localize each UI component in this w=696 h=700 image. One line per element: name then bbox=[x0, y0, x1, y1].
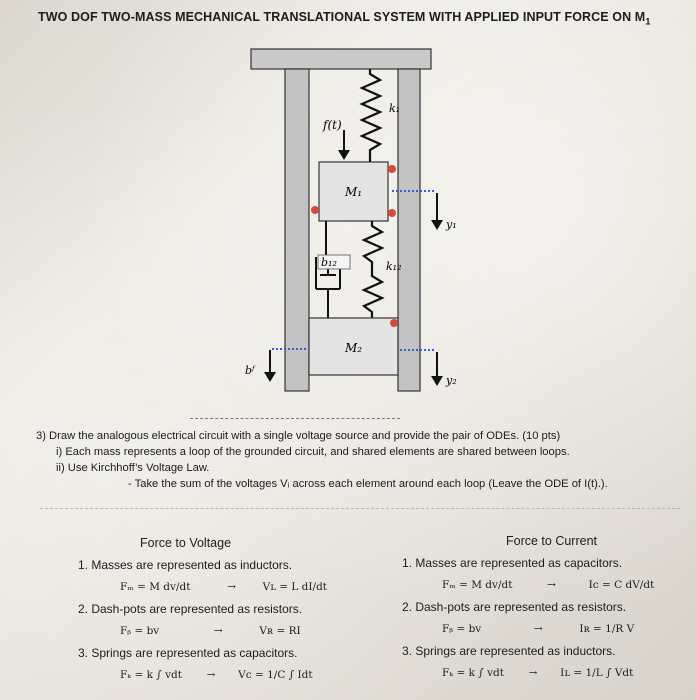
b12-label: b₁₂ bbox=[321, 256, 337, 269]
ftc-item1: 1. Masses are represented as capacitors. bbox=[402, 556, 623, 570]
force-label: f(t) bbox=[323, 118, 342, 132]
ftc-heading: Force to Current bbox=[506, 534, 598, 548]
roller-m1-top-right bbox=[388, 165, 396, 173]
divider-bottom bbox=[40, 508, 680, 509]
ftv-eq1-right: Vʟ = L dI/dt bbox=[262, 581, 328, 593]
ftc-eq2-arrow: → bbox=[533, 623, 543, 635]
ftv-eq3-left: Fₖ = k ∫ vdt bbox=[120, 669, 182, 681]
force-to-current-column bbox=[402, 530, 692, 684]
ftv-eq1-left: Fₘ = M dv/dt bbox=[120, 581, 191, 593]
force-arrow-head bbox=[338, 150, 350, 160]
y1-label: y₁ bbox=[446, 218, 457, 231]
bf-label: bᶠ bbox=[245, 364, 255, 377]
ftc-eq2-right: Iʀ = 1/R V bbox=[579, 623, 635, 635]
ftc-item3: 3. Springs are represented as inductors. bbox=[402, 644, 616, 658]
roller-m1-bottom-right bbox=[388, 209, 396, 217]
ftc-eq3 bbox=[402, 662, 692, 684]
ftv-item1: 1. Masses are represented as inductors. bbox=[78, 558, 293, 572]
ftv-item3: 3. Springs are represented as capacitors. bbox=[78, 646, 298, 660]
ftv-eq3-arrow: → bbox=[206, 669, 216, 681]
ftv-item2: 2. Dash-pots are represented as resistors. bbox=[78, 602, 303, 616]
ceiling-bar bbox=[251, 49, 431, 69]
ftc-eq3-right: Iʟ = 1/L ∫ Vdt bbox=[560, 667, 634, 679]
ftv-eq1 bbox=[78, 576, 378, 598]
y2-label: y₂ bbox=[446, 374, 457, 387]
roller-m2-top-right bbox=[390, 319, 398, 327]
right-wall bbox=[398, 69, 420, 391]
question-item-ii: ii) Use Kirchhoff’s Voltage Law. bbox=[56, 462, 210, 474]
mass2-label: M₂ bbox=[345, 341, 363, 355]
ftc-eq1-arrow: → bbox=[547, 579, 556, 591]
ftv-eq2-arrow: → bbox=[213, 625, 223, 637]
ftc-eq1 bbox=[402, 574, 692, 596]
spring-k1 bbox=[362, 69, 380, 162]
ftc-eq1-right: Ic = C dV/dt bbox=[588, 579, 655, 591]
y2-arrow-head bbox=[431, 376, 443, 386]
divider-top bbox=[190, 418, 400, 419]
ftc-eq2 bbox=[402, 618, 692, 640]
ftc-eq2-left: Fᵦ = bv bbox=[442, 623, 482, 635]
question-note: - Take the sum of the voltages Vᵢ across each element around each loop (Leave the ODE of I(t).). bbox=[128, 478, 608, 490]
mass1-label: M₁ bbox=[345, 185, 363, 199]
k1-label: k₁ bbox=[389, 102, 401, 115]
title-text: TWO DOF TWO-MASS MECHANICAL TRANSLATIONAL SYSTEM WITH APPLIED INPUT FORCE ON M bbox=[38, 10, 646, 24]
y1-arrow-head bbox=[431, 220, 443, 230]
ftc-eq1-left: Fₘ = M dv/dt bbox=[442, 579, 513, 591]
question-main: 3) Draw the analogous electrical circuit with a single voltage source and provide the pair of ODEs. (10 pts) bbox=[36, 430, 561, 442]
ftv-heading: Force to Voltage bbox=[140, 536, 232, 550]
k12-label: k₁₂ bbox=[386, 260, 402, 273]
spring-k12 bbox=[364, 221, 382, 318]
left-wall bbox=[285, 69, 309, 391]
ftv-eq1-arrow: → bbox=[227, 581, 236, 593]
ftv-eq3-right: Vc = 1/C ∫ Idt bbox=[238, 669, 313, 681]
ftv-eq2-right: Vʀ = RI bbox=[259, 625, 301, 637]
title-subscript: 1 bbox=[645, 16, 651, 27]
question-block bbox=[36, 428, 686, 492]
question-item-i: i) Each mass represents a loop of the grounded circuit, and shared elements are shared between loops. bbox=[56, 446, 570, 458]
ftv-eq2-left: Fᵦ = bv bbox=[120, 625, 160, 637]
ftv-eq2 bbox=[78, 620, 378, 642]
ftv-eq3 bbox=[78, 664, 378, 686]
ftc-eq3-arrow: → bbox=[528, 667, 538, 679]
roller-m1-bottom-left bbox=[311, 206, 319, 214]
ftc-item2: 2. Dash-pots are represented as resistors. bbox=[402, 600, 627, 614]
force-to-voltage-column bbox=[78, 532, 378, 686]
ftc-eq3-left: Fₖ = k ∫ vdt bbox=[442, 667, 504, 679]
bf-arrow-head bbox=[264, 372, 276, 382]
